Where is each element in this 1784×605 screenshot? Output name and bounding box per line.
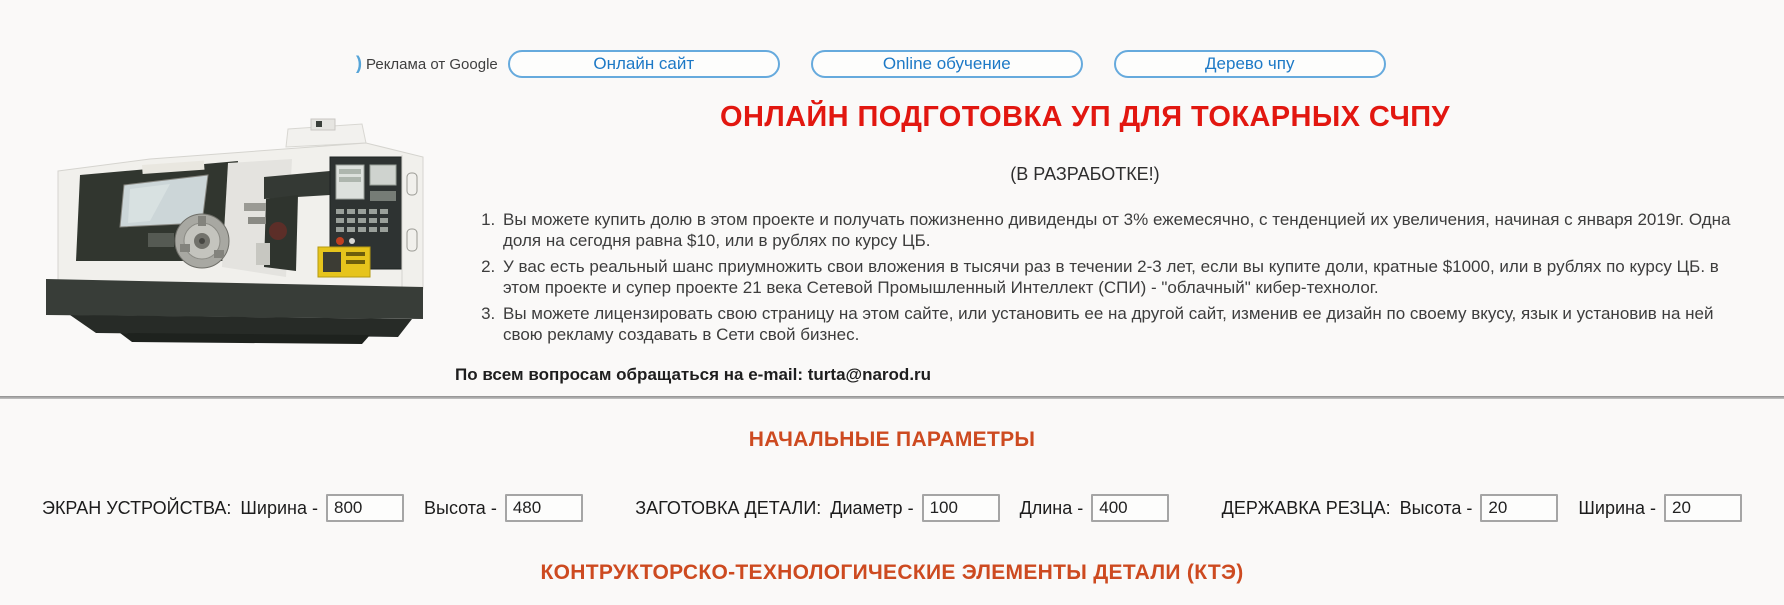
params-form-row (0, 494, 1784, 522)
param-group-label: ЭКРАН УСТРОЙСТВА: (42, 497, 232, 518)
holder-width-input[interactable] (1664, 494, 1742, 522)
ad-bar (356, 50, 1386, 78)
horizontal-divider (0, 396, 1784, 399)
holder-height-input[interactable] (1480, 494, 1558, 522)
param-field-label: Высота - (1399, 497, 1473, 518)
investment-notes-list (500, 209, 1740, 345)
param-group-workpiece (635, 494, 1169, 522)
param-group-label: ДЕРЖАВКА РЕЗЦА: (1221, 497, 1391, 518)
hero-content (430, 85, 1784, 385)
machine-image-container (0, 85, 430, 385)
list-item: 2. У вас есть реальный шанс приумножить свои вложения в тысячи раз в течении 2-3 лет, если вы купите доли, кратные $1000, или в рублях по курсу ЦБ. в этом проекте и супер проекте 21 века Сетевой Промышленный Интеллект (СПИ) - "облачный" кибер-технолог. (500, 256, 1740, 298)
workpiece-diameter-input[interactable] (922, 494, 1000, 522)
list-item: 3. Вы можете лицензировать свою страницу на этом сайте, или установить ее на другой сайт, изменив ее дизайн по своему вкусу, язык и установив на ней свою рекламу создавать в Сети свой бизнес. (500, 303, 1740, 345)
param-field-label: Высота - (424, 497, 497, 518)
screen-width-input[interactable] (326, 494, 404, 522)
param-group-device-screen (42, 494, 583, 522)
screen-height-input[interactable] (505, 494, 583, 522)
param-group-label: ЗАГОТОВКА ДЕТАЛИ: (635, 497, 822, 518)
workpiece-length-input[interactable] (1091, 494, 1169, 522)
hero-section (0, 85, 1784, 385)
list-item: 1. Вы можете купить долю в этом проекте и получать пожизненно дивиденды от 3% ежемесячно, с тенденцией их увеличения, начиная с января 2019г. Одна доля на сегодня равна $10, или в рублях по курсу ЦБ. (500, 209, 1740, 251)
param-field-label: Ширина - (240, 497, 318, 518)
ad-button-online-site[interactable]: Онлайн сайт (508, 50, 780, 78)
page-subtitle: (В РАЗРАБОТКЕ!) (1010, 164, 1160, 184)
ad-button-online-learning[interactable]: Online обучение (811, 50, 1083, 78)
param-group-tool-holder (1222, 494, 1742, 522)
param-field-label: Ширина - (1578, 497, 1656, 518)
params-section-title: НАЧАЛЬНЫЕ ПАРАМЕТРЫ (748, 428, 1036, 451)
page-title: ОНЛАЙН ПОДГОТОВКА УП ДЛЯ ТОКАРНЫХ СЧПУ (720, 101, 1450, 133)
kte-section-title: КОНТРУКТОРСКО-ТЕХНОЛОГИЧЕСКИЕ ЭЛЕМЕНТЫ ДЕТАЛИ (КТЭ) (540, 561, 1244, 584)
ad-attribution-label: Реклама от Google (366, 55, 498, 73)
ad-attribution (356, 54, 498, 75)
adchoices-icon[interactable]: ) (356, 52, 362, 73)
ad-button-derevo-chpu[interactable]: Дерево чпу (1114, 50, 1386, 78)
contact-email-line: По всем вопросам обращаться на e-mail: turta@narod.ru (455, 365, 932, 384)
cnc-lathe-image (30, 111, 430, 346)
param-field-label: Диаметр - (830, 497, 914, 518)
param-field-label: Длина - (1019, 497, 1084, 518)
